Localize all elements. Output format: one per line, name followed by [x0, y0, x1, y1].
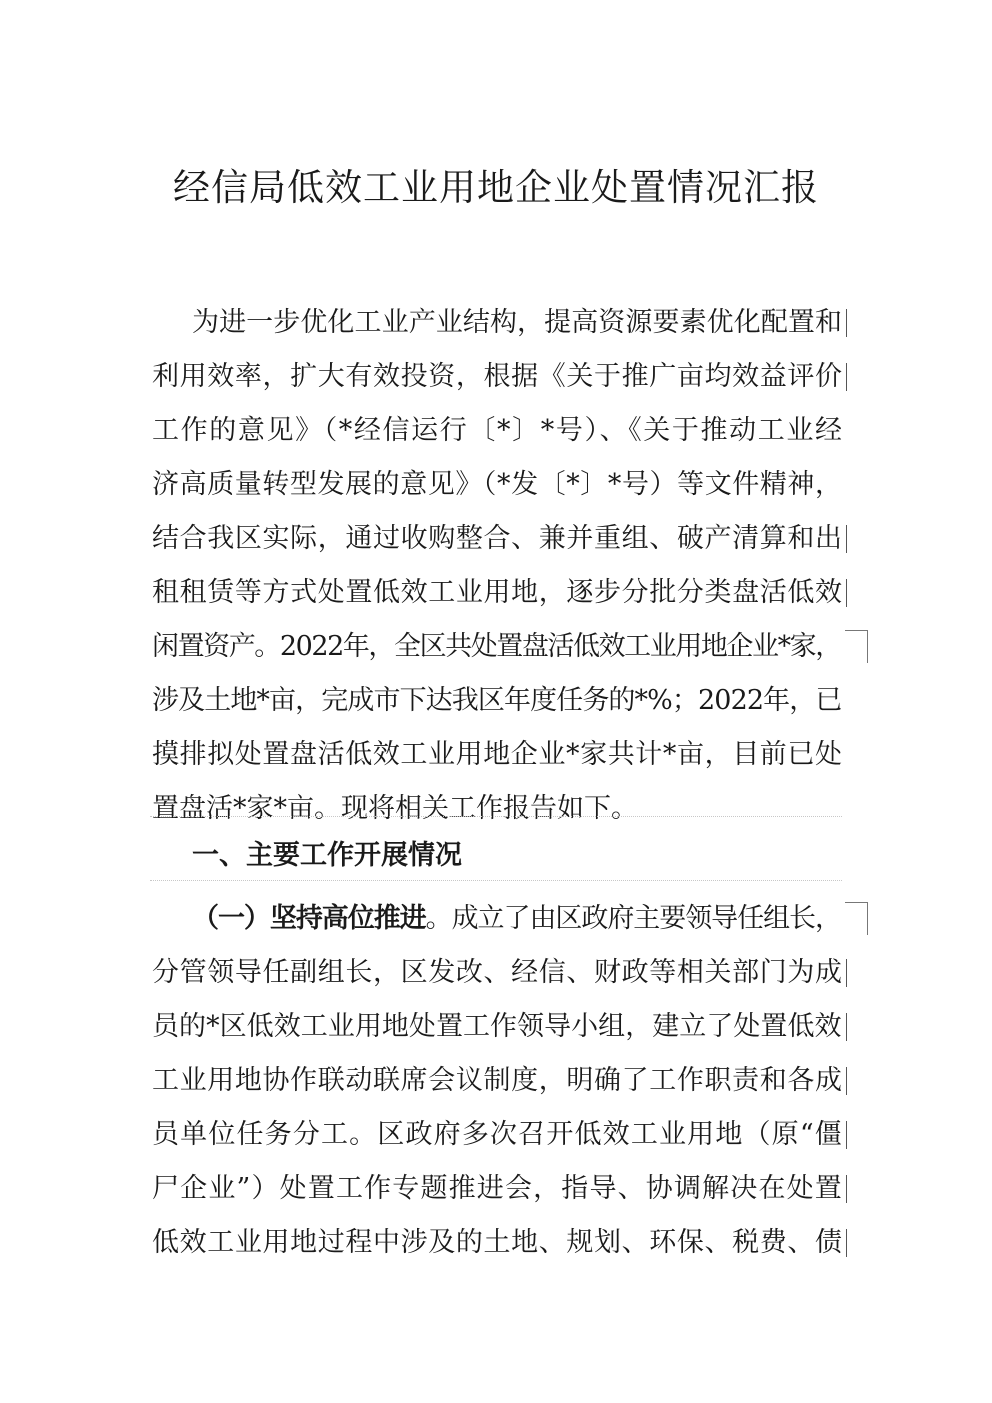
subsection-heading: （一）坚持高位推进: [192, 903, 426, 934]
text-line-content: 摸排拟处置盘活低效工业用地企业*家共计*亩，目前已处: [152, 739, 843, 770]
text-line: [152, 1216, 842, 1270]
section-heading: 一、主要工作开展情况: [192, 840, 462, 871]
corner-mark: [845, 630, 868, 663]
section-divider: [150, 816, 842, 817]
text-line: [152, 892, 842, 946]
margin-mark: [846, 363, 847, 391]
margin-mark: [846, 1175, 847, 1203]
text-line-content: 尸企业”）处置工作专题推进会，指导、协调解决在处置: [152, 1173, 843, 1204]
text-line: [152, 1000, 842, 1054]
margin-mark: [846, 1067, 847, 1095]
text-line: [152, 296, 842, 350]
margin-mark: [846, 1121, 847, 1149]
margin-mark: [846, 579, 847, 607]
text-line-content: 济高质量转型发展的意见》（*发〔*〕*号）等文件精神，: [152, 469, 843, 500]
text-line: [152, 512, 842, 566]
text-line-content: 低效工业用地过程中涉及的土地、规划、环保、税费、债: [152, 1227, 843, 1258]
text-line-content: 置盘活*家*亩。现将相关工作报告如下。: [152, 793, 638, 824]
text-line-content: 员的*区低效工业用地处置工作领导小组，建立了处置低效: [152, 1011, 842, 1042]
text-line-content: 工业用地协作联动联席会议制度，明确了工作职责和各成: [152, 1065, 843, 1096]
text-line-content: 工作的意见》（*经信运行〔*〕*号）、《关于推动工业经: [152, 415, 844, 446]
text-line: [152, 1162, 842, 1216]
text-line: [152, 350, 842, 404]
text-line-content: 为进一步优化工业产业结构，提高资源要素优化配置和: [192, 307, 843, 338]
text-line-content: 租租赁等方式处置低效工业用地，逐步分批分类盘活低效: [152, 577, 843, 608]
margin-mark: [846, 1229, 847, 1257]
subsection-paragraph: [152, 892, 842, 1270]
text-line-content: [192, 892, 841, 946]
text-line: [152, 1108, 842, 1162]
margin-mark: [846, 525, 847, 553]
section-divider: [150, 880, 842, 881]
text-line: [152, 404, 842, 458]
text-line: [152, 728, 842, 782]
text-line: [152, 458, 842, 512]
text-line: [152, 566, 842, 620]
text-line: [152, 1054, 842, 1108]
corner-mark: [845, 902, 868, 935]
text-line-content: 分管领导任副组长，区发改、经信、财政等相关部门为成: [152, 957, 843, 988]
text-line-content: 涉及土地*亩，完成市下达我区年度任务的*%；2022年，已: [152, 685, 842, 716]
text-line-content: 结合我区实际，通过收购整合、兼并重组、破产清算和出: [152, 523, 843, 554]
text-line: [152, 674, 842, 728]
text-line-content: 闲置资产。2022年，全区共处置盘活低效工业用地企业*家，: [152, 631, 841, 662]
text-line-content: 利用效率，扩大有效投资，根据《关于推广亩均效益评价: [152, 361, 843, 392]
intro-paragraph: [152, 296, 842, 836]
text-line-rest: 。成立了由区政府主要领导任组长，: [425, 903, 841, 934]
margin-mark: [846, 1013, 847, 1041]
text-line-content: 员单位任务分工。区政府多次召开低效工业用地（原“僵: [152, 1119, 843, 1150]
margin-mark: [846, 959, 847, 987]
text-line: [152, 620, 842, 674]
text-line: [152, 782, 842, 836]
margin-mark: [846, 309, 847, 337]
text-line: [152, 946, 842, 1000]
document-title: 经信局低效工业用地企业处置情况汇报: [173, 166, 819, 209]
